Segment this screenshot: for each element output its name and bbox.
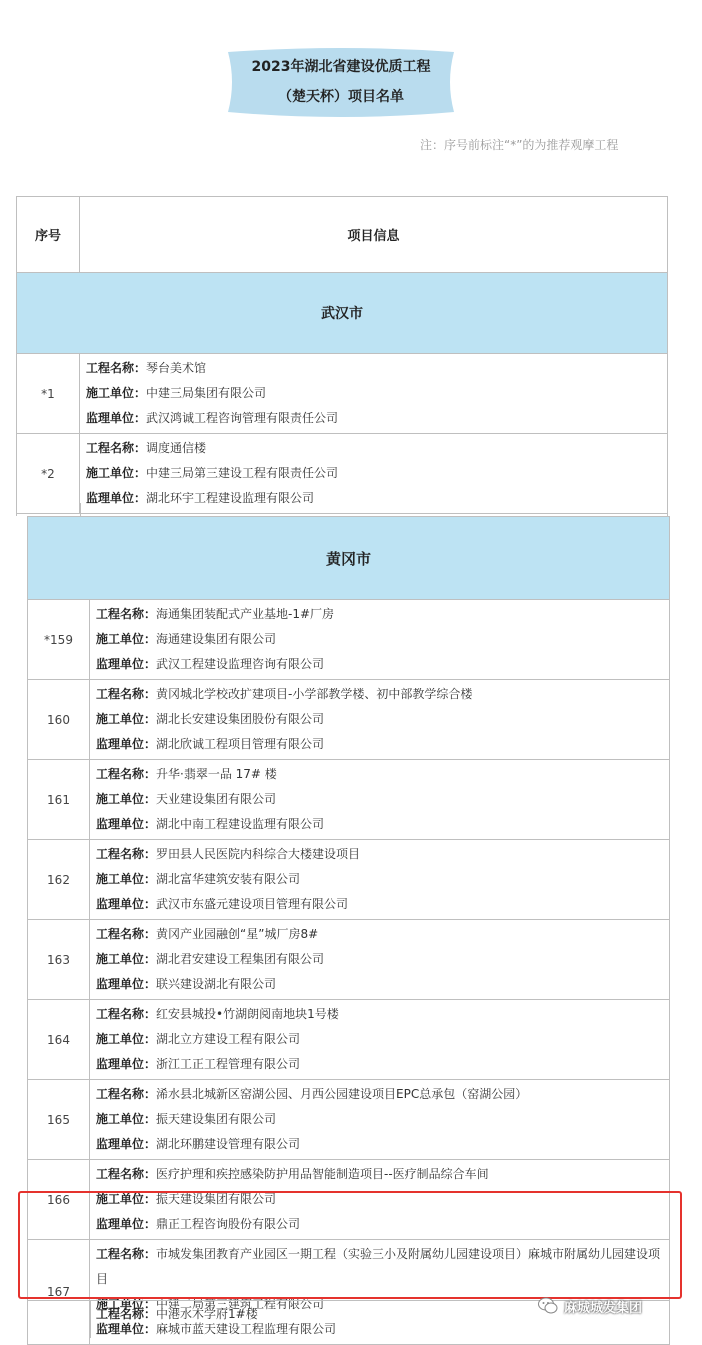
row-seq: *1 bbox=[17, 354, 80, 434]
footnote: 注：序号前标注“*”的为推荐观摩工程 bbox=[420, 138, 619, 152]
project-name: 琴台美术馆 bbox=[146, 361, 207, 375]
row-seq: *2 bbox=[17, 434, 80, 514]
watermark bbox=[538, 1295, 642, 1317]
row-seq: *159 bbox=[28, 600, 90, 680]
table-row bbox=[28, 840, 670, 920]
builder-label: 施工单位： bbox=[86, 466, 147, 480]
row-info bbox=[90, 760, 670, 840]
project-name: 红安县城投•竹湖朗阅南地块1号楼 bbox=[156, 1007, 339, 1021]
table-cut-edge bbox=[16, 503, 668, 516]
builder-label: 施工单位： bbox=[96, 632, 157, 646]
project-table-huanggang bbox=[27, 516, 670, 1345]
project-table-wuhan bbox=[16, 196, 668, 514]
table-row bbox=[28, 1080, 670, 1160]
builder-label: 施工单位： bbox=[96, 872, 157, 886]
name-label: 工程名称： bbox=[96, 1007, 157, 1021]
builder-name: 湖北立方建设工程有限公司 bbox=[156, 1032, 301, 1046]
supervisor-name: 浙江工正工程管理有限公司 bbox=[156, 1057, 301, 1071]
builder-name: 中建三局第三建设工程有限责任公司 bbox=[146, 466, 339, 480]
builder-name: 湖北富华建筑安装有限公司 bbox=[156, 872, 301, 886]
page-title-line2: （楚天杯）项目名单 bbox=[278, 89, 404, 105]
builder-label: 施工单位： bbox=[96, 1297, 157, 1311]
builder-name: 湖北长安建设集团股份有限公司 bbox=[156, 712, 325, 726]
project-name: 中港水木学府1#楼 bbox=[156, 1307, 258, 1321]
name-label: 工程名称： bbox=[96, 927, 157, 941]
row-seq: 160 bbox=[28, 680, 90, 760]
supervisor-name: 武汉鸿诚工程咨询管理有限责任公司 bbox=[146, 411, 339, 425]
title-banner bbox=[224, 46, 458, 118]
supervisor-name: 湖北环鹏建设管理有限公司 bbox=[156, 1137, 301, 1151]
name-label: 工程名称： bbox=[96, 847, 157, 861]
row-seq: 161 bbox=[28, 760, 90, 840]
city-name: 武汉市 bbox=[17, 273, 668, 354]
project-name: 医疗护理和疾控感染防护用品智能制造项目--医疗制品综合车间 bbox=[156, 1167, 489, 1181]
supervisor-label: 监理单位： bbox=[96, 1217, 157, 1231]
header-info: 项目信息 bbox=[80, 197, 668, 273]
name-label: 工程名称： bbox=[86, 441, 147, 455]
supervisor-label: 监理单位： bbox=[96, 977, 157, 991]
row-info bbox=[80, 434, 668, 514]
city-row bbox=[17, 273, 668, 354]
table-row bbox=[17, 434, 668, 514]
table-row bbox=[28, 1160, 670, 1240]
city-name: 黄冈市 bbox=[28, 517, 670, 600]
wechat-icon bbox=[538, 1297, 558, 1315]
supervisor-name: 联兴建设湖北有限公司 bbox=[156, 977, 277, 991]
supervisor-label: 监理单位： bbox=[96, 657, 157, 671]
supervisor-label: 监理单位： bbox=[96, 737, 157, 751]
watermark-text: 麻城城发集团 bbox=[564, 1300, 643, 1316]
builder-label: 施工单位： bbox=[96, 792, 157, 806]
row-info bbox=[90, 840, 670, 920]
supervisor-label: 监理单位： bbox=[96, 1057, 157, 1071]
builder-label: 施工单位： bbox=[96, 1192, 157, 1206]
table-row bbox=[28, 760, 670, 840]
builder-label: 施工单位： bbox=[96, 1032, 157, 1046]
name-label: 工程名称： bbox=[96, 1307, 157, 1321]
project-name: 升华·翡翠一品 17# 楼 bbox=[156, 767, 277, 781]
supervisor-label: 监理单位： bbox=[86, 411, 147, 425]
project-name: 黄冈产业园融创“星”城厂房8# bbox=[156, 927, 319, 941]
row-seq: 164 bbox=[28, 1000, 90, 1080]
name-label: 工程名称： bbox=[96, 767, 157, 781]
project-name: 市城发集团教育产业园区一期工程（实验三小及附属幼儿园建设项目）麻城市附属幼儿园建设项目 bbox=[96, 1247, 661, 1286]
project-name: 罗田县人民医院内科综合大楼建设项目 bbox=[156, 847, 361, 861]
supervisor-label: 监理单位： bbox=[96, 817, 157, 831]
row-seq: 166 bbox=[28, 1160, 90, 1240]
header-seq: 序号 bbox=[17, 197, 80, 273]
builder-label: 施工单位： bbox=[96, 952, 157, 966]
row-info bbox=[80, 354, 668, 434]
city-row bbox=[28, 517, 670, 600]
row-info bbox=[90, 600, 670, 680]
table-row bbox=[28, 600, 670, 680]
project-name: 浠水县北城新区窑湖公园、月西公园建设项目EPC总承包（窑湖公园） bbox=[156, 1087, 528, 1101]
supervisor-name: 武汉市东盛元建设项目管理有限公司 bbox=[156, 897, 349, 911]
name-label: 工程名称： bbox=[96, 1247, 157, 1261]
name-label: 工程名称： bbox=[96, 1167, 157, 1181]
name-label: 工程名称： bbox=[96, 687, 157, 701]
row-seq: 165 bbox=[28, 1080, 90, 1160]
supervisor-name: 湖北中南工程建设监理有限公司 bbox=[156, 817, 325, 831]
project-name: 黄冈城北学校改扩建项目-小学部教学楼、初中部教学综合楼 bbox=[156, 687, 473, 701]
project-name: 调度通信楼 bbox=[146, 441, 207, 455]
supervisor-name: 湖北欣诚工程项目管理有限公司 bbox=[156, 737, 325, 751]
row-seq: 167 bbox=[28, 1240, 90, 1345]
builder-name: 振天建设集团有限公司 bbox=[156, 1192, 277, 1206]
table-header bbox=[17, 197, 668, 273]
row-info bbox=[90, 920, 670, 1000]
page-title-line1: 2023年湖北省建设优质工程 bbox=[251, 59, 431, 75]
name-label: 工程名称： bbox=[86, 361, 147, 375]
builder-name: 中建三局集团有限公司 bbox=[146, 386, 267, 400]
name-label: 工程名称： bbox=[96, 607, 157, 621]
builder-name: 中建二局第三建筑工程有限公司 bbox=[156, 1297, 325, 1311]
builder-name: 振天建设集团有限公司 bbox=[156, 1112, 277, 1126]
row-info bbox=[90, 1160, 670, 1240]
row-seq: 162 bbox=[28, 840, 90, 920]
builder-label: 施工单位： bbox=[96, 712, 157, 726]
builder-label: 施工单位： bbox=[96, 1112, 157, 1126]
supervisor-name: 湖北环宇工程建设监理有限公司 bbox=[146, 491, 315, 505]
supervisor-label: 监理单位： bbox=[96, 1137, 157, 1151]
builder-name: 湖北君安建设工程集团有限公司 bbox=[156, 952, 325, 966]
builder-name: 天业建设集团有限公司 bbox=[156, 792, 277, 806]
builder-name: 海通建设集团有限公司 bbox=[156, 632, 277, 646]
row-info bbox=[90, 680, 670, 760]
table-row bbox=[28, 680, 670, 760]
row-info bbox=[90, 1000, 670, 1080]
row-info bbox=[90, 1080, 670, 1160]
table-row bbox=[28, 920, 670, 1000]
supervisor-label: 监理单位： bbox=[96, 897, 157, 911]
table-row bbox=[28, 1000, 670, 1080]
supervisor-name: 麻城市蓝天建设工程监理有限公司 bbox=[156, 1322, 337, 1336]
name-label: 工程名称： bbox=[96, 1087, 157, 1101]
supervisor-label: 监理单位： bbox=[86, 491, 147, 505]
table-row bbox=[17, 354, 668, 434]
supervisor-name: 鼎正工程咨询股份有限公司 bbox=[156, 1217, 301, 1231]
row-seq: 163 bbox=[28, 920, 90, 1000]
project-name: 海通集团装配式产业基地-1#厂房 bbox=[156, 607, 335, 621]
supervisor-name: 武汉工程建设监理咨询有限公司 bbox=[156, 657, 325, 671]
supervisor-label: 监理单位： bbox=[96, 1322, 157, 1336]
builder-label: 施工单位： bbox=[86, 386, 147, 400]
